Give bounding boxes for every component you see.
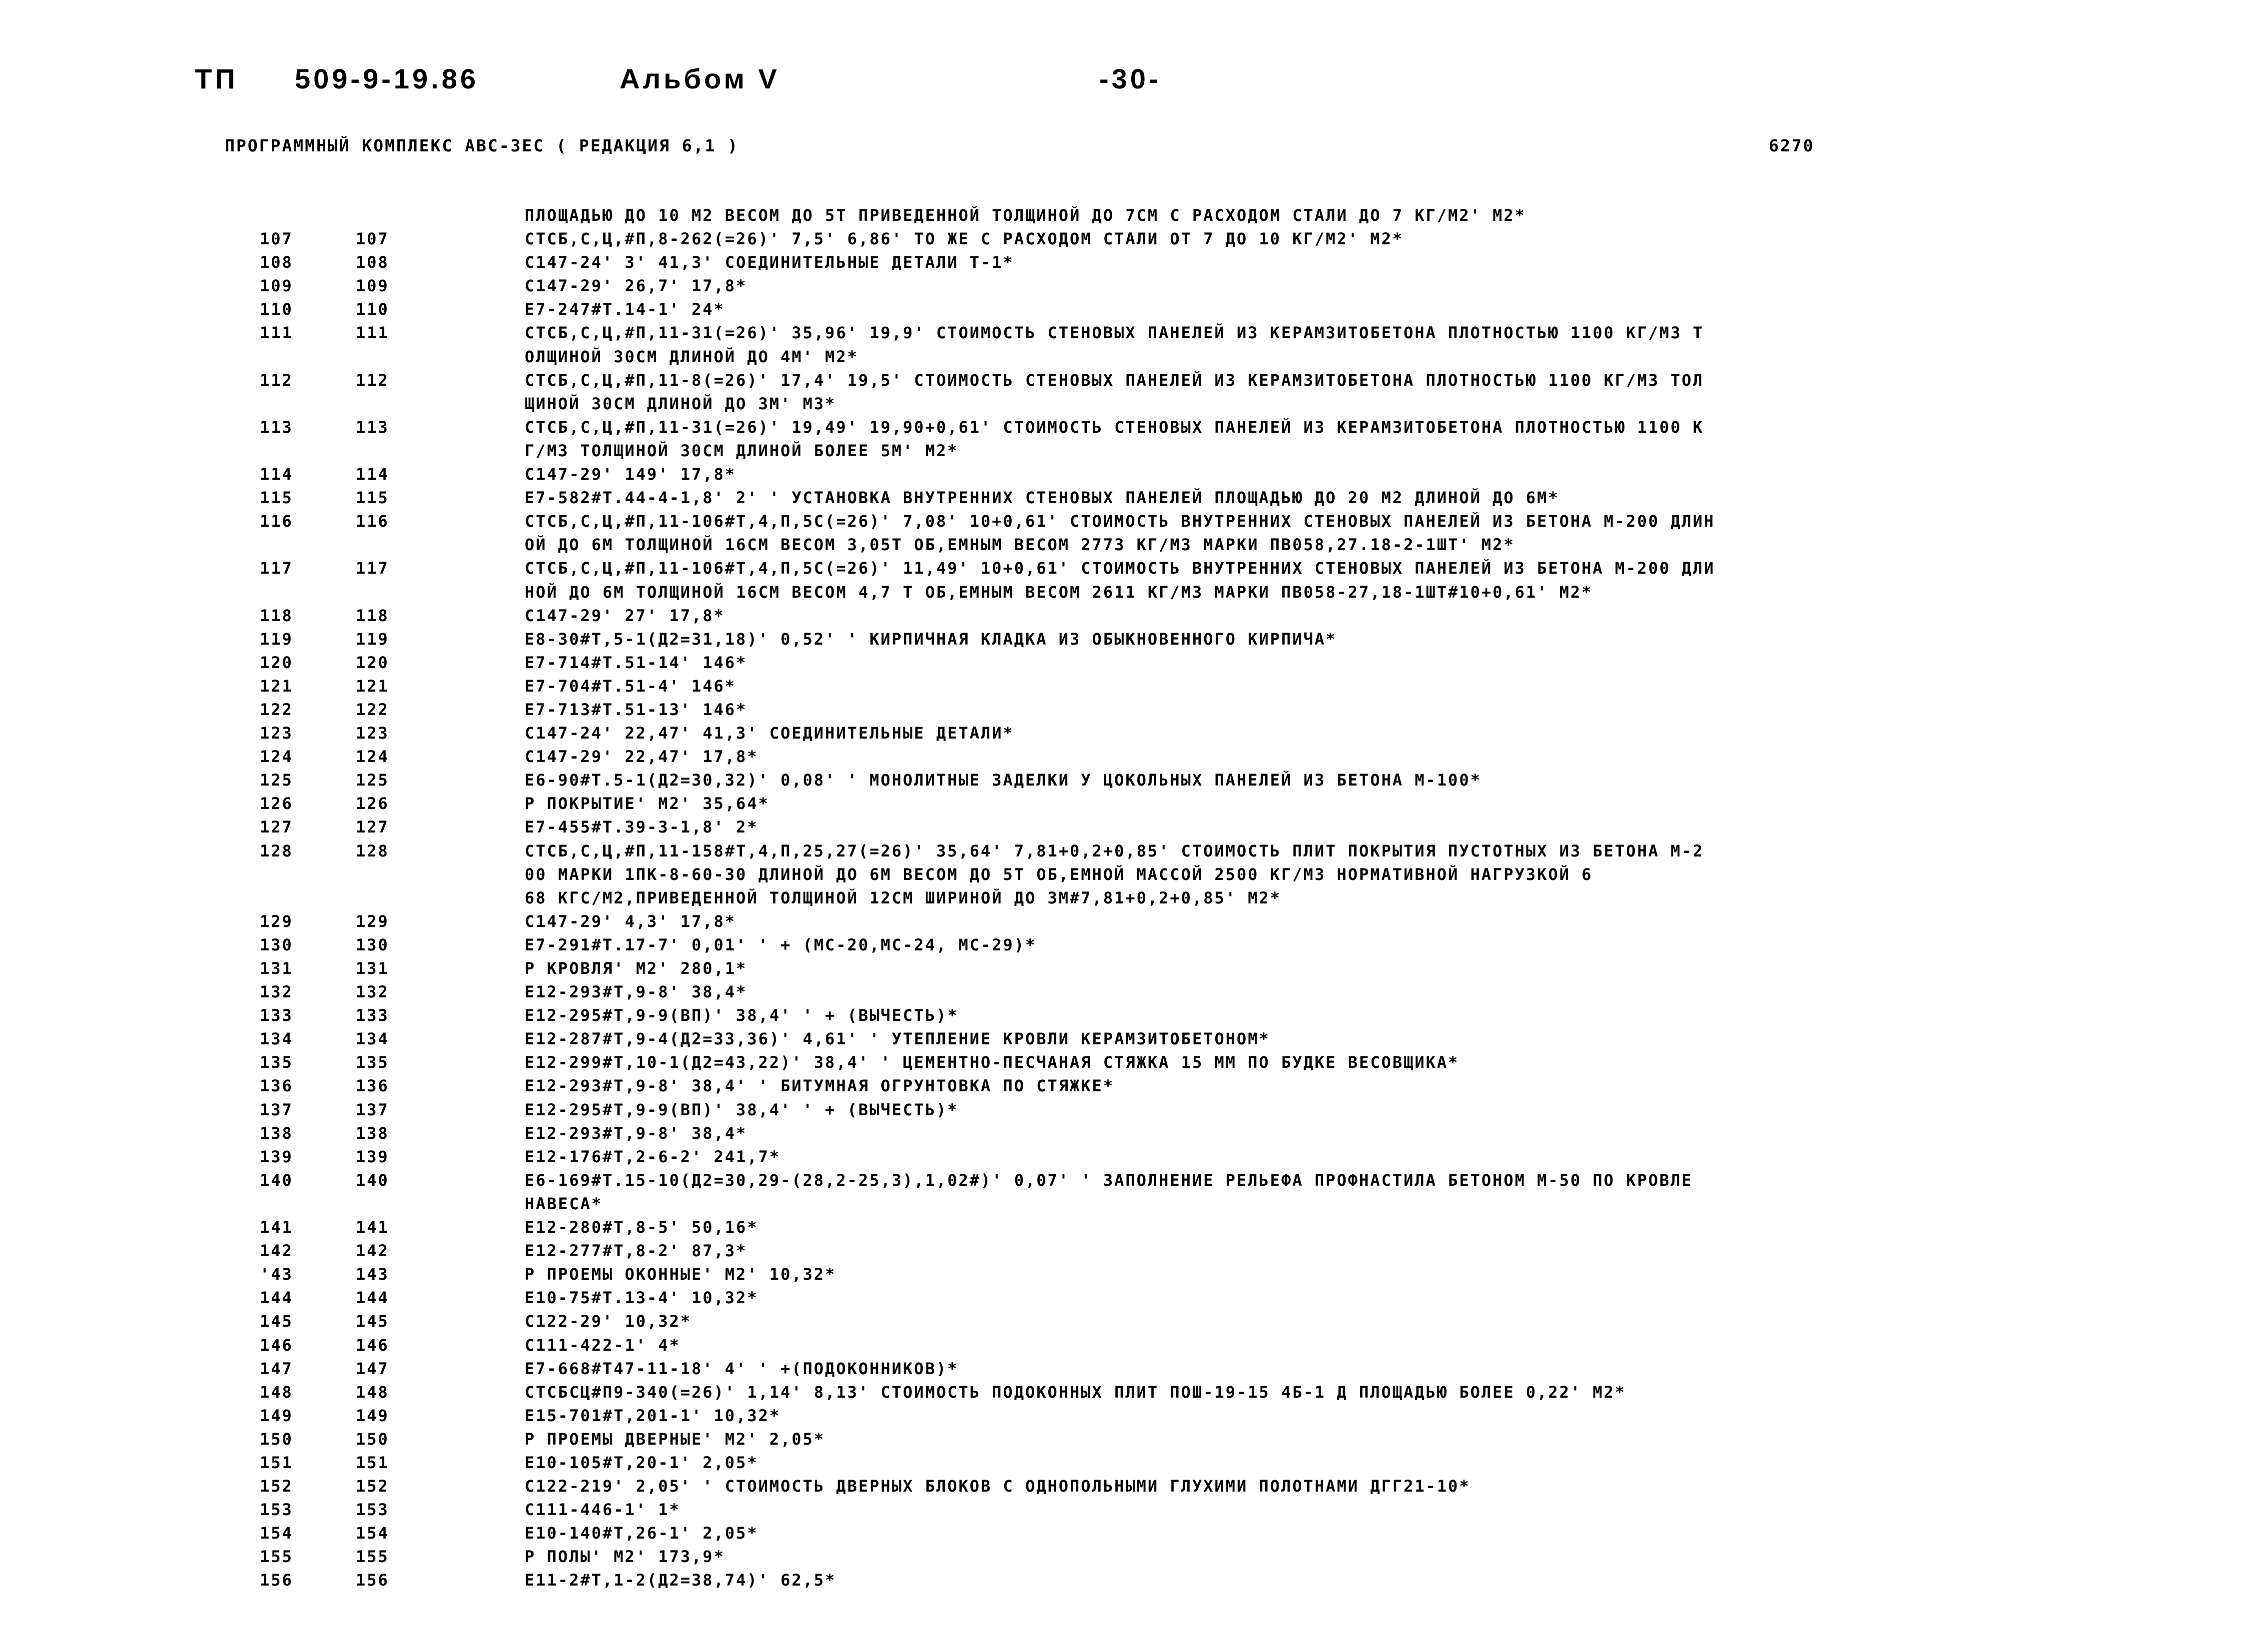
line-number-left: 136 — [260, 1076, 293, 1096]
listing-line — [0, 1263, 2243, 1286]
line-number-left: 147 — [260, 1359, 293, 1378]
line-text: Р КРОВЛЯ' М2' 280,1* — [525, 959, 748, 978]
line-number-left: 125 — [260, 771, 293, 790]
line-number-left: 128 — [260, 841, 293, 860]
program-header: ПРОГРАММНЫЙ КОМПЛЕКС АВС-ЗЕС ( РЕДАКЦИЯ 6,1 ) — [225, 136, 740, 155]
line-number-left: 124 — [260, 747, 293, 767]
line-number-right: 138 — [356, 1123, 389, 1143]
line-text: СТСБ,С,Ц,#П,11-31(=26)' 35,96' 19,9' СТОИМОСТЬ СТЕНОВЫХ ПАНЕЛЕЙ ИЗ КЕРАМЗИТОБЕТОНА ПЛОТНОСТЬЮ 1100 КГ/М3 Т — [525, 323, 1704, 343]
line-number-right: 150 — [356, 1429, 389, 1449]
listing-line — [0, 1357, 2243, 1381]
listing-line — [0, 628, 2243, 651]
line-text: Е12-293#Т,9-8' 38,4* — [525, 1123, 748, 1143]
listing-line — [0, 298, 2243, 321]
line-number-left: 111 — [260, 323, 293, 343]
line-text: С122-29' 10,32* — [525, 1312, 692, 1331]
line-text: Е12-295#Т,9-9(ВП)' 38,4' ' + (ВЫЧЕСТЬ)* — [525, 1100, 959, 1119]
line-number-left: 134 — [260, 1029, 293, 1049]
line-number-right: 108 — [356, 253, 389, 272]
line-number-left: 108 — [260, 253, 293, 272]
listing-line — [0, 910, 2243, 933]
line-text: С147-29' 4,3' 17,8* — [525, 911, 737, 931]
line-text: СТСБСЦ#П9-340(=26)' 1,14' 8,13' СТОИМОСТЬ ПОДОКОННЫХ ПЛИТ ПОШ-19-15 4Б-1 Д ПЛОЩАДЬЮ БОЛЕЕ 0,22' М2* — [525, 1382, 1626, 1402]
line-number-right: 141 — [356, 1218, 389, 1237]
listing-line — [0, 1239, 2243, 1263]
line-number-right: 127 — [356, 818, 389, 837]
line-number-left: 118 — [260, 606, 293, 625]
line-number-left: 123 — [260, 724, 293, 743]
line-number-left: 127 — [260, 818, 293, 837]
line-text: Е7-714#Т.51-14' 146* — [525, 653, 748, 672]
listing-line — [0, 1192, 2243, 1216]
line-text: НАВЕСА* — [525, 1194, 603, 1213]
listing-line — [0, 1216, 2243, 1239]
line-number-right: 156 — [356, 1571, 389, 1590]
line-number-left: 156 — [260, 1571, 293, 1590]
listing-line — [0, 1051, 2243, 1074]
line-number-right: 125 — [356, 771, 389, 790]
line-number-right: 152 — [356, 1477, 389, 1496]
line-number-left: 140 — [260, 1170, 293, 1190]
listing-line — [0, 675, 2243, 698]
line-text: Г/М3 ТОЛЩИНОЙ 30СМ ДЛИНОЙ БОЛЕЕ 5М' М2* — [525, 441, 959, 460]
line-number-right: 135 — [356, 1053, 389, 1072]
listing-line — [0, 392, 2243, 416]
line-text: Е7-713#Т.51-13' 146* — [525, 700, 748, 719]
listing-line — [0, 1169, 2243, 1192]
line-number-right: 140 — [356, 1170, 389, 1190]
line-number-left: 148 — [260, 1382, 293, 1402]
line-text: ОЙ ДО 6М ТОЛЩИНОЙ 16СМ ВЕСОМ 3,05Т ОБ,ЕМНЫМ ВЕСОМ 2773 КГ/М3 МАРКИ ПВ058,27.18-2-1ШТ' М2* — [525, 535, 1515, 555]
line-number-right: 111 — [356, 323, 389, 343]
line-number-right: 142 — [356, 1241, 389, 1261]
line-number-right: 146 — [356, 1335, 389, 1355]
line-number-left: 138 — [260, 1123, 293, 1143]
line-number-left: 121 — [260, 676, 293, 696]
line-text: Е12-293#Т,9-8' 38,4* — [525, 982, 748, 1002]
line-text: СТСБ,С,Ц,#П,11-8(=26)' 17,4' 19,5' СТОИМОСТЬ СТЕНОВЫХ ПАНЕЛЕЙ ИЗ КЕРАМЗИТОБЕТОНА ПЛОТНОСТЬЮ 1100 КГ/М3 ТОЛ — [525, 370, 1704, 390]
listing-line — [0, 722, 2243, 745]
line-number-right: 139 — [356, 1147, 389, 1166]
line-number-right: 124 — [356, 747, 389, 767]
line-number-right: 154 — [356, 1524, 389, 1543]
listing-line — [0, 980, 2243, 1004]
listing-line — [0, 486, 2243, 510]
line-text: Е7-582#Т.44-4-1,8' 2' ' УСТАНОВКА ВНУТРЕННИХ СТЕНОВЫХ ПАНЕЛЕЙ ПЛОЩАДЬЮ ДО 20 М2 ДЛИНОЙ ДО 6М* — [525, 488, 1559, 508]
listing-line — [0, 863, 2243, 886]
line-number-right: 137 — [356, 1100, 389, 1119]
listing-line — [0, 886, 2243, 910]
listing-line — [0, 1569, 2243, 1592]
line-number-right: 122 — [356, 700, 389, 719]
listing-line — [0, 510, 2243, 533]
listing-line — [0, 274, 2243, 298]
line-text: Е8-30#Т,5-1(Д2=31,18)' 0,52' ' КИРПИЧНАЯ КЛАДКА ИЗ ОБЫКНОВЕННОГО КИРПИЧА* — [525, 629, 1337, 649]
line-text: СТСБ,С,Ц,#П,11-106#Т,4,П,5С(=26)' 7,08' 10+0,61' СТОИМОСТЬ ВНУТРЕННИХ СТЕНОВЫХ ПАНЕЛЕЙ ИЗ БЕТОНА М-200 ДЛИН — [525, 512, 1715, 531]
line-number-left: 153 — [260, 1500, 293, 1520]
line-number-right: 115 — [356, 488, 389, 508]
line-text: ПЛОЩАДЬЮ ДО 10 М2 ВЕСОМ ДО 5Т ПРИВЕДЕННОЙ ТОЛЩИНОЙ ДО 7СМ С РАСХОДОМ СТАЛИ ДО 7 КГ/М2' М2* — [525, 206, 1526, 225]
line-number-left: 116 — [260, 512, 293, 531]
doc-tp-label: ТП — [195, 63, 238, 94]
line-number-right: 129 — [356, 911, 389, 931]
line-text: Е6-169#Т.15-10(Д2=30,29-(28,2-25,3),1,02#)' 0,07' ' ЗАПОЛНЕНИЕ РЕЛЬЕФА ПРОФНАСТИЛА БЕТОНОМ М-50 ПО КРОВЛЕ — [525, 1170, 1693, 1190]
listing-line — [0, 1145, 2243, 1169]
listing-line — [0, 1451, 2243, 1475]
line-number-left: 112 — [260, 370, 293, 390]
line-number-right: 121 — [356, 676, 389, 696]
listing-line — [0, 1475, 2243, 1498]
listing-line — [0, 345, 2243, 369]
listing-line — [0, 957, 2243, 980]
line-text: Е7-291#Т.17-7' 0,01' ' + (МС-20,МС-24, МС-29)* — [525, 935, 1037, 954]
listing-line — [0, 251, 2243, 274]
listing-line — [0, 463, 2243, 486]
line-number-right: 136 — [356, 1076, 389, 1096]
line-text: Е12-277#Т,8-2' 87,3* — [525, 1241, 748, 1261]
listing-line — [0, 1122, 2243, 1145]
sheet-code: 6270 — [1769, 136, 1815, 155]
doc-album: Альбом V — [620, 63, 780, 94]
line-number-left: 149 — [260, 1406, 293, 1425]
listing-line — [0, 227, 2243, 251]
line-number-left: 144 — [260, 1288, 293, 1308]
line-number-right: 112 — [356, 370, 389, 390]
line-text: Е12-287#Т,9-4(Д2=33,36)' 4,61' ' УТЕПЛЕНИЕ КРОВЛИ КЕРАМЗИТОБЕТОНОМ* — [525, 1029, 1270, 1049]
line-text: Е10-140#Т,26-1' 2,05* — [525, 1524, 758, 1543]
line-number-left: 151 — [260, 1453, 293, 1472]
line-number-right: 119 — [356, 629, 389, 649]
listing-line — [0, 1428, 2243, 1451]
line-number-left: 126 — [260, 794, 293, 814]
line-text: СТСБ,С,Ц,#П,11-106#Т,4,П,5С(=26)' 11,49' 10+0,61' СТОИМОСТЬ ВНУТРЕННИХ СТЕНОВЫХ ПАНЕЛЕЙ ИЗ БЕТОНА М-200 ДЛИ — [525, 559, 1715, 578]
line-number-left: 145 — [260, 1312, 293, 1331]
line-text: ЩИНОЙ 30СМ ДЛИНОЙ ДО 3М' М3* — [525, 394, 836, 413]
line-number-left: 141 — [260, 1218, 293, 1237]
line-number-right: 130 — [356, 935, 389, 954]
listing-line — [0, 533, 2243, 557]
line-number-left: 122 — [260, 700, 293, 719]
line-text: Е11-2#Т,1-2(Д2=38,74)' 62,5* — [525, 1571, 836, 1590]
line-text: СТСБ,С,Ц,#П,11-158#Т,4,П,25,27(=26)' 35,64' 7,81+0,2+0,85' СТОИМОСТЬ ПЛИТ ПОКРЫТИЯ ПУСТОТНЫХ ИЗ БЕТОНА М-2 — [525, 841, 1704, 860]
line-text: НОЙ ДО 6М ТОЛЩИНОЙ 16СМ ВЕСОМ 4,7 Т ОБ,ЕМНЫМ ВЕСОМ 2611 КГ/М3 МАРКИ ПВ058-27,18-1ШТ#10+0,61' М2* — [525, 582, 1593, 602]
line-text: С147-29' 149' 17,8* — [525, 465, 737, 484]
line-text: Е10-75#Т.13-4' 10,32* — [525, 1288, 758, 1308]
line-text: Е15-701#Т,201-1' 10,32* — [525, 1406, 781, 1425]
line-text: Е12-280#Т,8-5' 50,16* — [525, 1218, 758, 1237]
line-number-left: 107 — [260, 229, 293, 249]
listing-line — [0, 204, 2243, 227]
listing-line — [0, 769, 2243, 792]
line-number-right: 117 — [356, 559, 389, 578]
listing-line — [0, 792, 2243, 816]
listing-line — [0, 416, 2243, 439]
listing-line — [0, 745, 2243, 769]
listing-line — [0, 321, 2243, 345]
page-number: -30- — [1099, 63, 1161, 94]
line-number-right: 155 — [356, 1547, 389, 1567]
line-number-left: 142 — [260, 1241, 293, 1261]
line-number-right: 131 — [356, 959, 389, 978]
line-text: Е7-704#Т.51-4' 146* — [525, 676, 737, 696]
line-number-left: 113 — [260, 417, 293, 437]
listing-line — [0, 1098, 2243, 1122]
line-number-right: 114 — [356, 465, 389, 484]
line-number-right: 148 — [356, 1382, 389, 1402]
line-text: 68 КГС/М2,ПРИВЕДЕННОЙ ТОЛЩИНОЙ 12СМ ШИРИНОЙ ДО 3М#7,81+0,2+0,85' М2* — [525, 888, 1282, 907]
line-number-right: 134 — [356, 1029, 389, 1049]
line-text: С147-29' 27' 17,8* — [525, 606, 725, 625]
line-number-left: 109 — [260, 276, 293, 296]
line-text: С122-219' 2,05' ' СТОИМОСТЬ ДВЕРНЫХ БЛОКОВ С ОДНОПОЛЬНЫМИ ГЛУХИМИ ПОЛОТНАМИ ДГГ21-10* — [525, 1477, 1471, 1496]
line-number-left: 154 — [260, 1524, 293, 1543]
line-number-right: 151 — [356, 1453, 389, 1472]
line-number-right: 116 — [356, 512, 389, 531]
line-text: С111-422-1' 4* — [525, 1335, 681, 1355]
listing-line — [0, 839, 2243, 863]
listing-line — [0, 581, 2243, 604]
line-text: СТСБ,С,Ц,#П,11-31(=26)' 19,49' 19,90+0,61' СТОИМОСТЬ СТЕНОВЫХ ПАНЕЛЕЙ ИЗ КЕРАМЗИТОБЕТОНА ПЛОТНОСТЬЮ 1100 К — [525, 417, 1704, 437]
line-text: СТСБ,С,Ц,#П,8-262(=26)' 7,5' 6,86' ТО ЖЕ С РАСХОДОМ СТАЛИ ОТ 7 ДО 10 КГ/М2' М2* — [525, 229, 1404, 249]
line-text: Е6-90#Т.5-1(Д2=30,32)' 0,08' ' МОНОЛИТНЫЕ ЗАДЕЛКИ У ЦОКОЛЬНЫХ ПАНЕЛЕЙ ИЗ БЕТОНА М-100* — [525, 771, 1482, 790]
doc-series-number: 509-9-19.86 — [295, 63, 479, 94]
line-number-left: 131 — [260, 959, 293, 978]
line-number-right: 133 — [356, 1006, 389, 1025]
line-text: Е7-455#Т.39-3-1,8' 2* — [525, 818, 758, 837]
listing-line — [0, 1074, 2243, 1098]
listing-line — [0, 651, 2243, 675]
line-text: Е12-295#Т,9-9(ВП)' 38,4' ' + (ВЫЧЕСТЬ)* — [525, 1006, 959, 1025]
line-text: Р ПРОЕМЫ ОКОННЫЕ' М2' 10,32* — [525, 1265, 836, 1284]
line-text: ОЛЩИНОЙ 30СМ ДЛИНОЙ ДО 4М' М2* — [525, 347, 858, 366]
line-text: Е7-668#Т47-11-18' 4' ' +(ПОДОКОННИКОВ)* — [525, 1359, 959, 1378]
line-number-right: 144 — [356, 1288, 389, 1308]
line-text: Е10-105#Т,20-1' 2,05* — [525, 1453, 758, 1472]
listing-line — [0, 933, 2243, 957]
line-number-right: 147 — [356, 1359, 389, 1378]
listing-line — [0, 1286, 2243, 1310]
listing-line — [0, 1545, 2243, 1569]
listing-line — [0, 369, 2243, 392]
line-number-right: 145 — [356, 1312, 389, 1331]
line-text: С147-24' 22,47' 41,3' СОЕДИНИТЕЛЬНЫЕ ДЕТАЛИ* — [525, 724, 1014, 743]
line-number-left: '43 — [260, 1265, 293, 1284]
line-text: Р ПОКРЫТИЕ' М2' 35,64* — [525, 794, 769, 814]
line-number-right: 118 — [356, 606, 389, 625]
line-number-right: 109 — [356, 276, 389, 296]
line-number-left: 139 — [260, 1147, 293, 1166]
line-number-left: 152 — [260, 1477, 293, 1496]
line-text: С147-24' 3' 41,3' СОЕДИНИТЕЛЬНЫЕ ДЕТАЛИ Т-1* — [525, 253, 1014, 272]
listing-line — [0, 1381, 2243, 1404]
line-text: Е12-293#Т,9-8' 38,4' ' БИТУМНАЯ ОГРУНТОВКА ПО СТЯЖКЕ* — [525, 1076, 1115, 1096]
listing-line — [0, 1027, 2243, 1051]
listing-line — [0, 1310, 2243, 1333]
line-number-right: 110 — [356, 300, 389, 319]
listing-line — [0, 439, 2243, 463]
line-number-right: 153 — [356, 1500, 389, 1520]
line-number-left: 120 — [260, 653, 293, 672]
listing-line — [0, 557, 2243, 580]
listing-line — [0, 604, 2243, 628]
line-number-right: 123 — [356, 724, 389, 743]
line-number-left: 110 — [260, 300, 293, 319]
line-number-left: 137 — [260, 1100, 293, 1119]
line-number-right: 149 — [356, 1406, 389, 1425]
listing-line — [0, 698, 2243, 722]
listing — [0, 204, 2243, 1593]
line-text: Е12-176#Т,2-6-2' 241,7* — [525, 1147, 781, 1166]
line-number-left: 119 — [260, 629, 293, 649]
line-text: С147-29' 22,47' 17,8* — [525, 747, 758, 767]
line-number-left: 133 — [260, 1006, 293, 1025]
listing-line — [0, 1004, 2243, 1027]
listing-line — [0, 1404, 2243, 1428]
line-text: Р ПОЛЫ' М2' 173,9* — [525, 1547, 725, 1567]
line-number-left: 135 — [260, 1053, 293, 1072]
line-text: Е7-247#Т.14-1' 24* — [525, 300, 725, 319]
line-number-right: 132 — [356, 982, 389, 1002]
line-number-right: 128 — [356, 841, 389, 860]
line-number-left: 132 — [260, 982, 293, 1002]
line-text: С147-29' 26,7' 17,8* — [525, 276, 748, 296]
line-number-right: 126 — [356, 794, 389, 814]
listing-line — [0, 1522, 2243, 1545]
line-number-left: 130 — [260, 935, 293, 954]
line-number-left: 155 — [260, 1547, 293, 1567]
line-number-left: 114 — [260, 465, 293, 484]
line-number-left: 146 — [260, 1335, 293, 1355]
line-text: Р ПРОЕМЫ ДВЕРНЫЕ' М2' 2,05* — [525, 1429, 825, 1449]
listing-line — [0, 1498, 2243, 1522]
listing-line — [0, 816, 2243, 839]
line-number-right: 107 — [356, 229, 389, 249]
line-number-right: 113 — [356, 417, 389, 437]
line-text: Е12-299#Т,10-1(Д2=43,22)' 38,4' ' ЦЕМЕНТНО-ПЕСЧАНАЯ СТЯЖКА 15 ММ ПО БУДКЕ ВЕСОВЩИКА* — [525, 1053, 1460, 1072]
line-text: С111-446-1' 1* — [525, 1500, 681, 1520]
line-text: 00 МАРКИ 1ПК-8-60-30 ДЛИНОЙ ДО 6М ВЕСОМ ДО 5Т ОБ,ЕМНОЙ МАССОЙ 2500 КГ/М3 НОРМАТИВНОЙ НАГРУЗКОЙ 6 — [525, 864, 1593, 884]
line-number-left: 150 — [260, 1429, 293, 1449]
line-number-right: 143 — [356, 1265, 389, 1284]
line-number-right: 120 — [356, 653, 389, 672]
line-number-left: 129 — [260, 911, 293, 931]
line-number-left: 115 — [260, 488, 293, 508]
line-number-left: 117 — [260, 559, 293, 578]
listing-line — [0, 1334, 2243, 1357]
